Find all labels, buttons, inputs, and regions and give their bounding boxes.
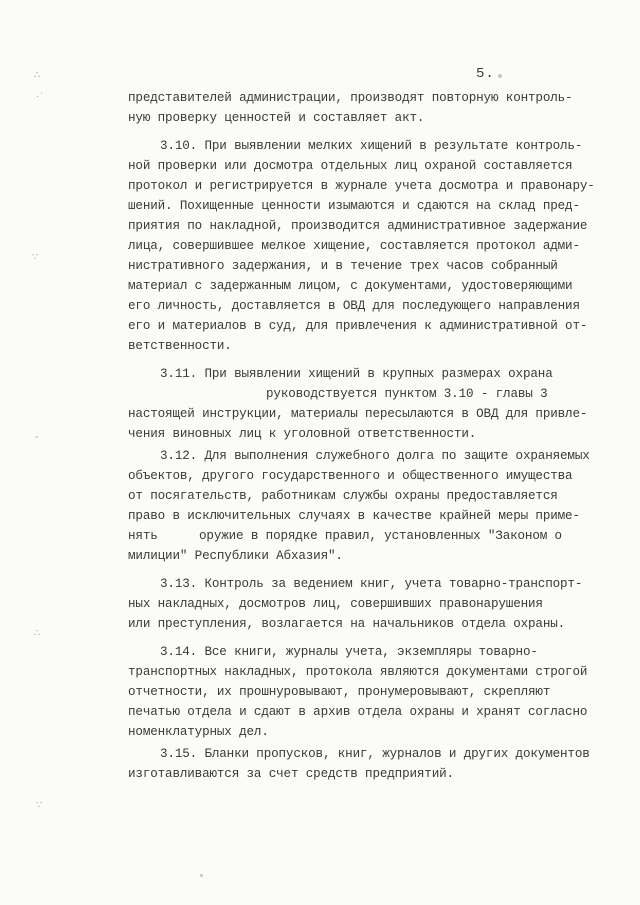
text-line: милиции" Республики Абхазия". [128, 549, 343, 563]
text-line: руководствуется пунктом 3.10 - главы 3 [266, 387, 548, 401]
text-line: его и материалов в суд, для привлечения к административной от- [128, 319, 588, 333]
text-line: отчетности, их прошнуровывают, пронумеровывают, скрепляют [128, 685, 551, 699]
text-line: 3.14. Все книги, журналы учета, экземпляры товарно- [160, 645, 538, 659]
text-line: ную проверку ценностей и составляет акт. [128, 111, 425, 125]
text-line: 3.11. При выявлении хищений в крупных размерах охрана [160, 367, 553, 381]
text-line: объектов, другого государственного и общественного имущества [128, 469, 573, 483]
text-line: номенклатурных дел. [128, 725, 269, 739]
text-line: ветственности. [128, 339, 232, 353]
text-line: от посягательств, работникам службы охраны предоставляется [128, 489, 558, 503]
text-line: 3.15. Бланки пропусков, книг, журналов и других документов [160, 747, 590, 761]
text-line: материал с задержанным лицом, с документами, удостоверяющими [128, 279, 573, 293]
text-line: право в исключительных случаях в качестве крайней меры приме- [128, 509, 580, 523]
page-number: 5. [476, 66, 495, 82]
text-line: 3.10. При выявлении мелких хищений в результате контроль- [160, 139, 583, 153]
text-line: изготавливаются за счет средств предприятий. [128, 767, 454, 781]
text-line: ных накладных, досмотров лиц, совершивших правонарушения [128, 597, 543, 611]
text-line: лица, совершившее мелкое хищение, составляется протокол адми- [128, 239, 580, 253]
text-line: ной проверки или досмотра отдельных лиц охраной составляется [128, 159, 573, 173]
text-line: настоящей инструкции, материалы пересылаются в ОВД для привле- [128, 407, 588, 421]
text-line: 3.12. Для выполнения служебного долга по защите охраняемых [160, 449, 590, 463]
dust-speck [498, 74, 502, 78]
margin-speck: ∵ [32, 252, 39, 263]
text-line: протокол и регистрируется в журнале учета досмотра и правонару- [128, 179, 595, 193]
text-line: приятия по накладной, производится административное задержание [128, 219, 588, 233]
margin-speck: ∴ [34, 70, 41, 81]
text-line: 3.13. Контроль за ведением книг, учета товарно-транспорт- [160, 577, 583, 591]
text-line: оружие в порядке правил, установленных "Законом о [199, 529, 562, 543]
text-line: шений. Похищенные ценности изымаются и сдаются на склад пред- [128, 199, 580, 213]
margin-speck: ∵ [36, 800, 43, 811]
text-line: печатью отдела и сдают в архив отдела охраны и хранят согласно [128, 705, 588, 719]
dust-speck [200, 874, 203, 877]
margin-speck: ·˙ [36, 92, 45, 103]
text-line: представителей администрации, производят повторную контроль- [128, 91, 573, 105]
text-line: нистративного задержания, и в течение трех часов собранный [128, 259, 558, 273]
text-line: чения виновных лиц к уголовной ответственности. [128, 427, 477, 441]
margin-speck: ˘ [34, 436, 39, 447]
text-line: транспортных накладных, протокола являются документами строгой [128, 665, 588, 679]
text-line: или преступления, возлагается на начальников отдела охраны. [128, 617, 566, 631]
text-line: нять [128, 529, 158, 543]
text-line: его личность, доставляется в ОВД для последующего направления [128, 299, 580, 313]
margin-speck: ∴ [34, 628, 41, 639]
